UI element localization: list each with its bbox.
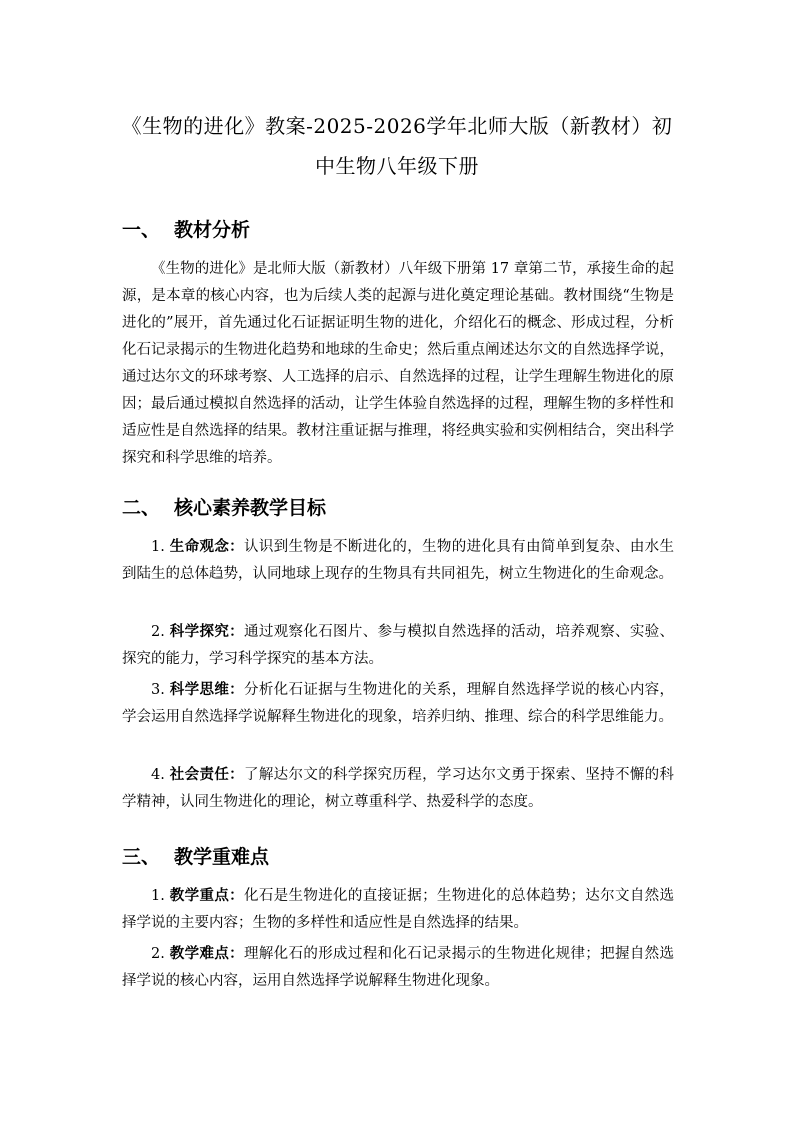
list-item — [122, 883, 674, 937]
item-index: 3. — [151, 682, 165, 698]
section-title: 教学重难点 — [174, 846, 270, 868]
list-item — [122, 941, 674, 995]
item-index: 1. — [151, 888, 165, 904]
section-heading-2 — [122, 496, 326, 520]
list-item — [122, 677, 674, 731]
item-text: 通过观察化石图片、参与模拟自然选择的活动，培养观察、实验、探究的能力，学习科学探究的基本方法。 — [122, 624, 675, 667]
list-item — [122, 619, 674, 673]
section-number: 二、 — [122, 497, 161, 519]
item-label: 科学思维 — [169, 682, 230, 698]
item-text: 了解达尔文的科学探究历程，学习达尔文勇于探索、坚持不懈的科学精神，认同生物进化的理论，树立尊重科学、热爱科学的态度。 — [122, 767, 675, 810]
list-item — [122, 762, 674, 816]
item-label: 科学探究 — [169, 624, 230, 640]
section-heading-3 — [122, 845, 269, 869]
item-index: 2. — [151, 946, 165, 962]
item-text: 分析化石证据与生物进化的关系，理解自然选择学说的核心内容，学会运用自然选择学说解释生物进化的现象，培养归纳、推理、综合的科学思维能力。 — [122, 682, 675, 725]
item-index: 1. — [151, 539, 165, 555]
item-label: 教学重点 — [169, 888, 230, 904]
section-number: 一、 — [122, 219, 161, 241]
item-label: 社会责任 — [169, 767, 230, 783]
item-label: 教学难点 — [169, 946, 230, 962]
item-text: 理解化石的形成过程和化石记录揭示的生物进化规律；把握自然选择学说的核心内容，运用自然选择学说解释生物进化现象。 — [122, 946, 675, 989]
paragraph: 《生物的进化》是北师大版（新教材）八年级下册第 17 章第二节，承接生命的起源，是本章的核心内容，也为后续人类的起源与进化奠定理论基础。教材围绕“生物是进化的”展开，首先通过化石证据证明生物的进化，介绍化石的概念、形成过程，分析化石记录揭示的生物进化趋势和地球的生命史；然后重点阐述达尔文的自然选择学说，通过达尔文的环球考察、人工选择的启示、自然选择的过程，让学生理解生物进化的原因；最后通过模拟自然选择的活动，让学生体验自然选择的过程，理解生物的多样性和适应性是自然选择的结果。教材注重证据与推理，将经典实验和实例相结合，突出科学探究和科学思维的培养。 — [122, 261, 674, 466]
item-index: 4. — [151, 767, 165, 783]
section-title: 教材分析 — [174, 219, 251, 241]
item-text: 化石是生物进化的直接证据；生物进化的总体趋势；达尔文自然选择学说的主要内容；生物的多样性和适应性是自然选择的结果。 — [122, 888, 675, 931]
document-title: 《生物的进化》教案-2025-2026学年北师大版（新教材）初中生物八年级下册 — [121, 114, 673, 178]
item-text: 认识到生物是不断进化的，生物的进化具有由简单到复杂、由水生到陆生的总体趋势，认同地球上现存的生物具有共同祖先，树立生物进化的生命观念。 — [122, 539, 675, 582]
item-label: 生命观念 — [169, 539, 230, 555]
section-title: 核心素养教学目标 — [174, 497, 327, 519]
section-heading-1 — [122, 218, 250, 242]
label-separator: ： — [229, 767, 244, 783]
section-number: 三、 — [122, 846, 161, 868]
item-index: 2. — [151, 624, 165, 640]
list-item — [122, 534, 674, 588]
label-separator: ： — [229, 624, 244, 640]
label-separator: ： — [229, 946, 244, 962]
label-separator: ： — [229, 539, 244, 555]
label-separator: ： — [229, 682, 244, 698]
label-separator: ： — [229, 888, 244, 904]
